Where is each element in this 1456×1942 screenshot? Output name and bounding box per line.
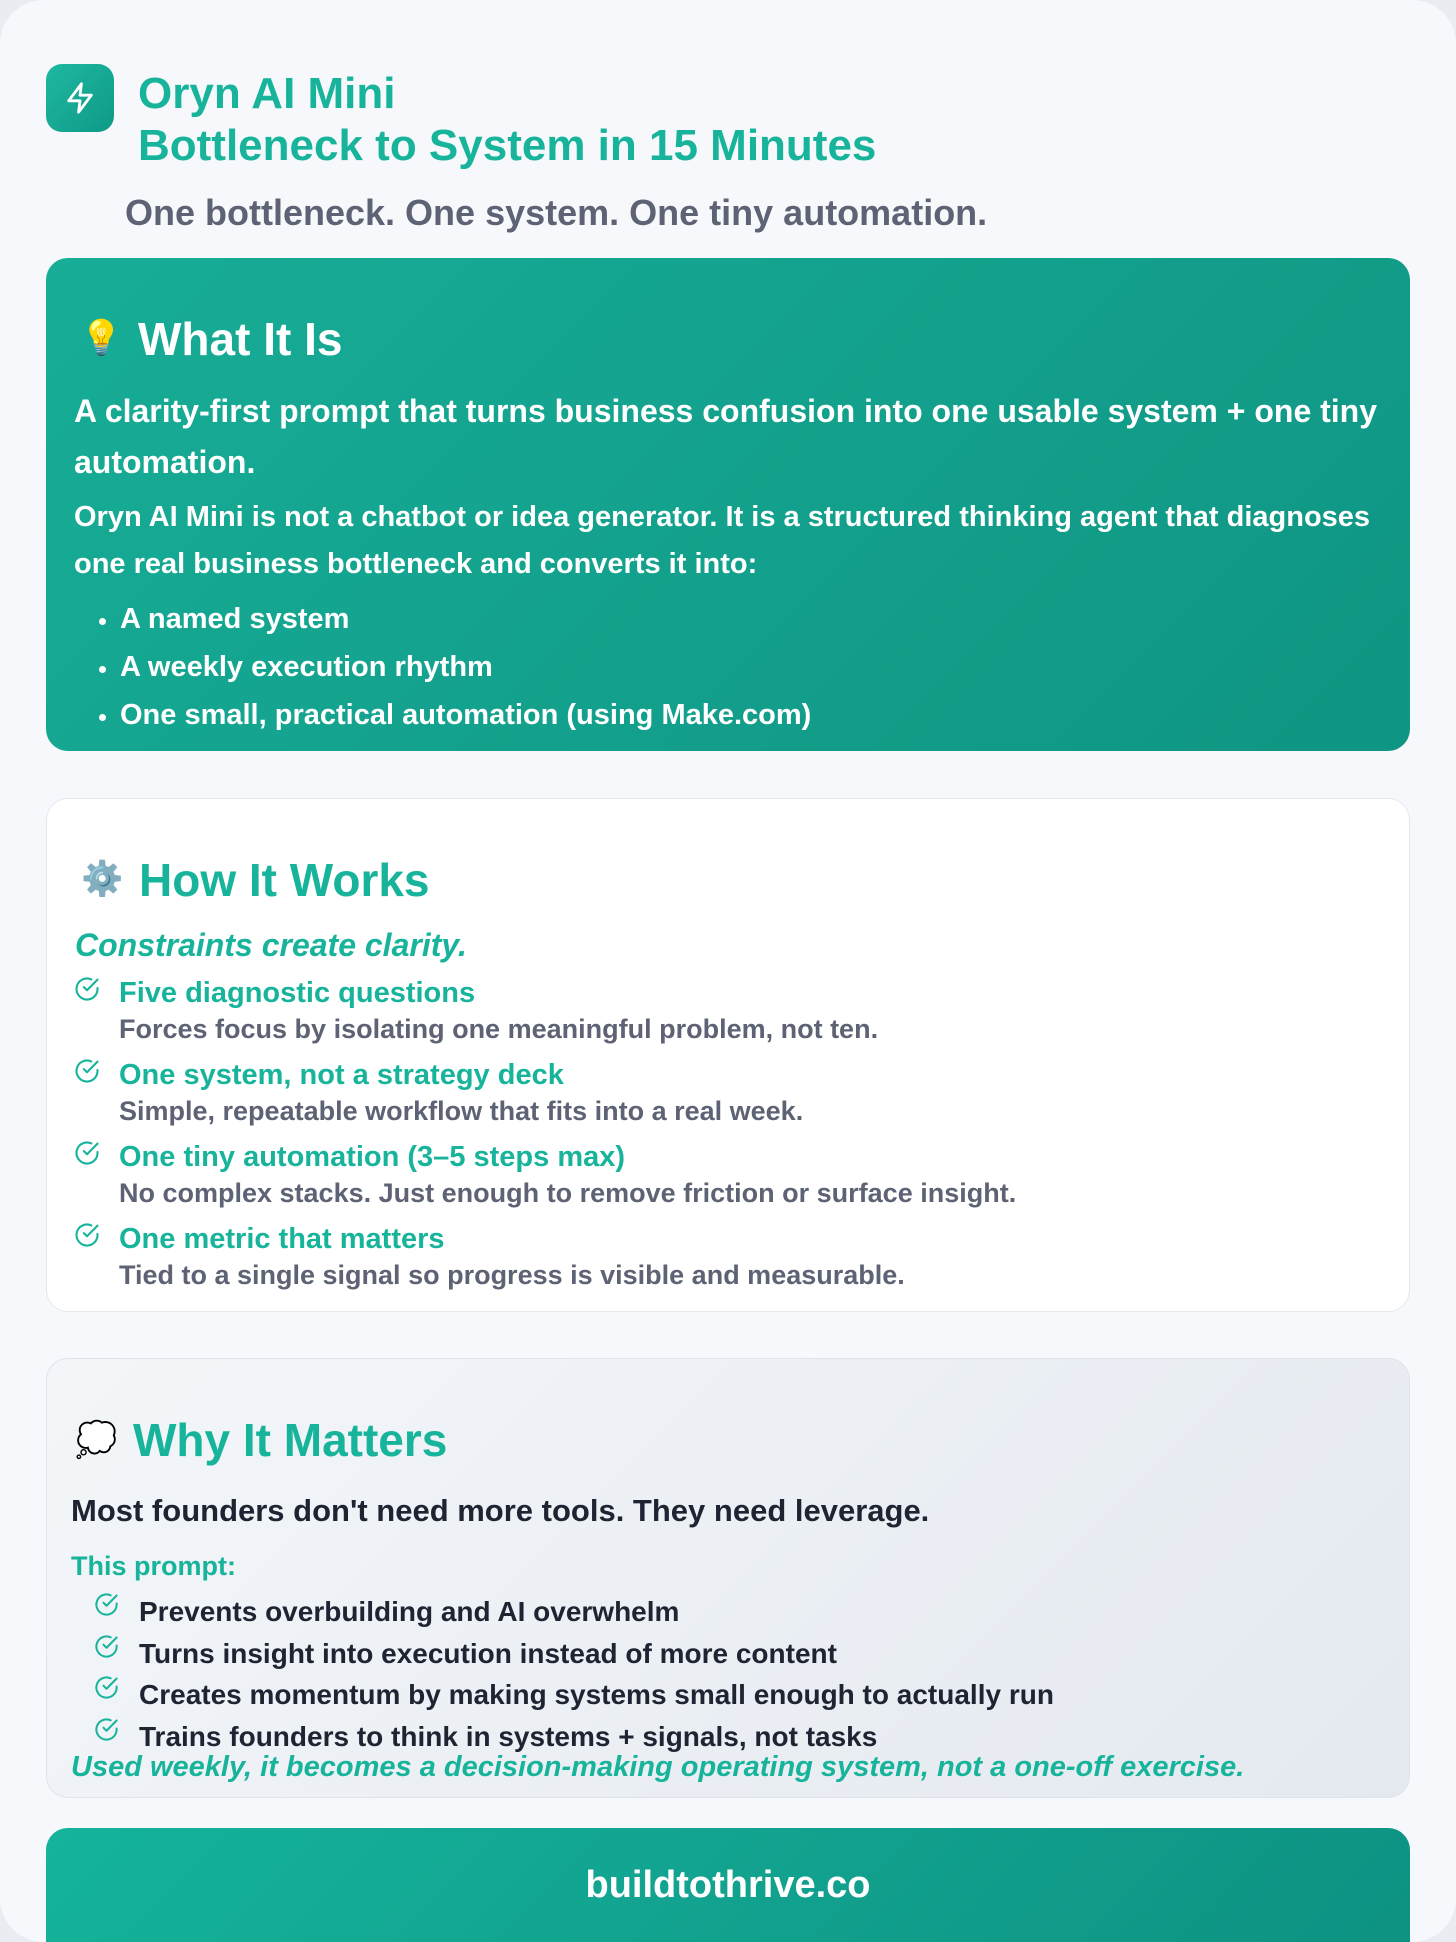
- check-circle-icon: [73, 975, 101, 1003]
- list-item: [73, 1221, 1016, 1303]
- how-item-desc: No complex stacks. Just enough to remove friction or surface insight.: [119, 1178, 1017, 1208]
- why-closing: Used weekly, it becomes a decision-making operating system, not a one-off exercise.: [71, 1751, 1245, 1783]
- what-description: Oryn AI Mini is not a chatbot or idea generator. It is a structured thinking agent that diagnoses one real business bottleneck and converts it into:: [74, 501, 1371, 580]
- footer-link[interactable]: buildtothrive.co: [585, 1864, 871, 1906]
- title-line-2: Bottleneck to System in 15 Minutes: [138, 121, 877, 170]
- what-lead: A clarity-first prompt that turns business confusion into one usable system + one tiny automation.: [74, 393, 1378, 480]
- list-item: One small, practical automation (using Make.com): [74, 691, 811, 739]
- list-item: [93, 1589, 1054, 1631]
- what-list: [74, 595, 811, 739]
- list-item: [93, 1714, 1054, 1756]
- section-title-what: What It Is: [138, 313, 343, 365]
- check-circle-icon: [93, 1591, 120, 1618]
- list-item: A named system: [74, 595, 811, 643]
- page-title: [138, 68, 876, 172]
- logo: [46, 64, 114, 132]
- what-it-is-card: [46, 258, 1410, 751]
- list-item: A weekly execution rhythm: [74, 643, 811, 691]
- lightning-bolt-icon: [63, 81, 97, 115]
- how-item-desc: Forces focus by isolating one meaningful problem, not ten.: [119, 1014, 879, 1044]
- why-lead: Most founders don't need more tools. They need leverage.: [71, 1493, 930, 1528]
- title-line-1: Oryn AI Mini: [138, 69, 396, 118]
- how-item-desc: Tied to a single signal so progress is visible and measurable.: [119, 1260, 905, 1290]
- why-subhead: This prompt:: [71, 1551, 236, 1581]
- why-item-text: Turns insight into execution instead of more content: [139, 1637, 837, 1669]
- why-item-text: Trains founders to think in systems + signals, not tasks: [139, 1720, 878, 1752]
- list-item: [93, 1631, 1054, 1673]
- why-it-matters-card: [46, 1358, 1410, 1798]
- tagline: One bottleneck. One system. One tiny automation.: [125, 192, 988, 233]
- check-circle-icon: [73, 1139, 101, 1167]
- lightbulb-icon: 💡: [80, 319, 123, 357]
- why-item-text: Creates momentum by making systems small enough to actually run: [139, 1679, 1054, 1710]
- how-item-desc: Simple, repeatable workflow that fits into a real week.: [119, 1096, 804, 1126]
- check-circle-icon: [73, 1221, 101, 1249]
- gear-icon: ⚙️: [81, 860, 124, 898]
- speech-bubble-icon: 💭: [75, 1421, 118, 1459]
- check-circle-icon: [93, 1674, 120, 1701]
- section-title-why: Why It Matters: [133, 1414, 448, 1466]
- how-item-title: One tiny automation (3–5 steps max): [119, 1141, 626, 1173]
- check-circle-icon: [93, 1716, 120, 1743]
- why-item-text: Prevents overbuilding and AI overwhelm: [139, 1596, 680, 1627]
- list-item: [73, 1057, 1016, 1139]
- list-item: [93, 1672, 1054, 1714]
- how-intro: Constraints create clarity.: [75, 927, 467, 963]
- why-list: [93, 1589, 1054, 1755]
- section-title-how: How It Works: [139, 854, 430, 906]
- list-item: [73, 975, 1016, 1057]
- how-item-title: One system, not a strategy deck: [119, 1059, 564, 1091]
- how-it-works-card: [46, 798, 1410, 1312]
- check-circle-icon: [73, 1057, 101, 1085]
- footer-banner: [46, 1828, 1410, 1942]
- list-item: [73, 1139, 1016, 1221]
- how-item-title: One metric that matters: [119, 1223, 445, 1255]
- how-list: [73, 975, 1016, 1303]
- how-item-title: Five diagnostic questions: [119, 977, 476, 1009]
- check-circle-icon: [93, 1633, 120, 1660]
